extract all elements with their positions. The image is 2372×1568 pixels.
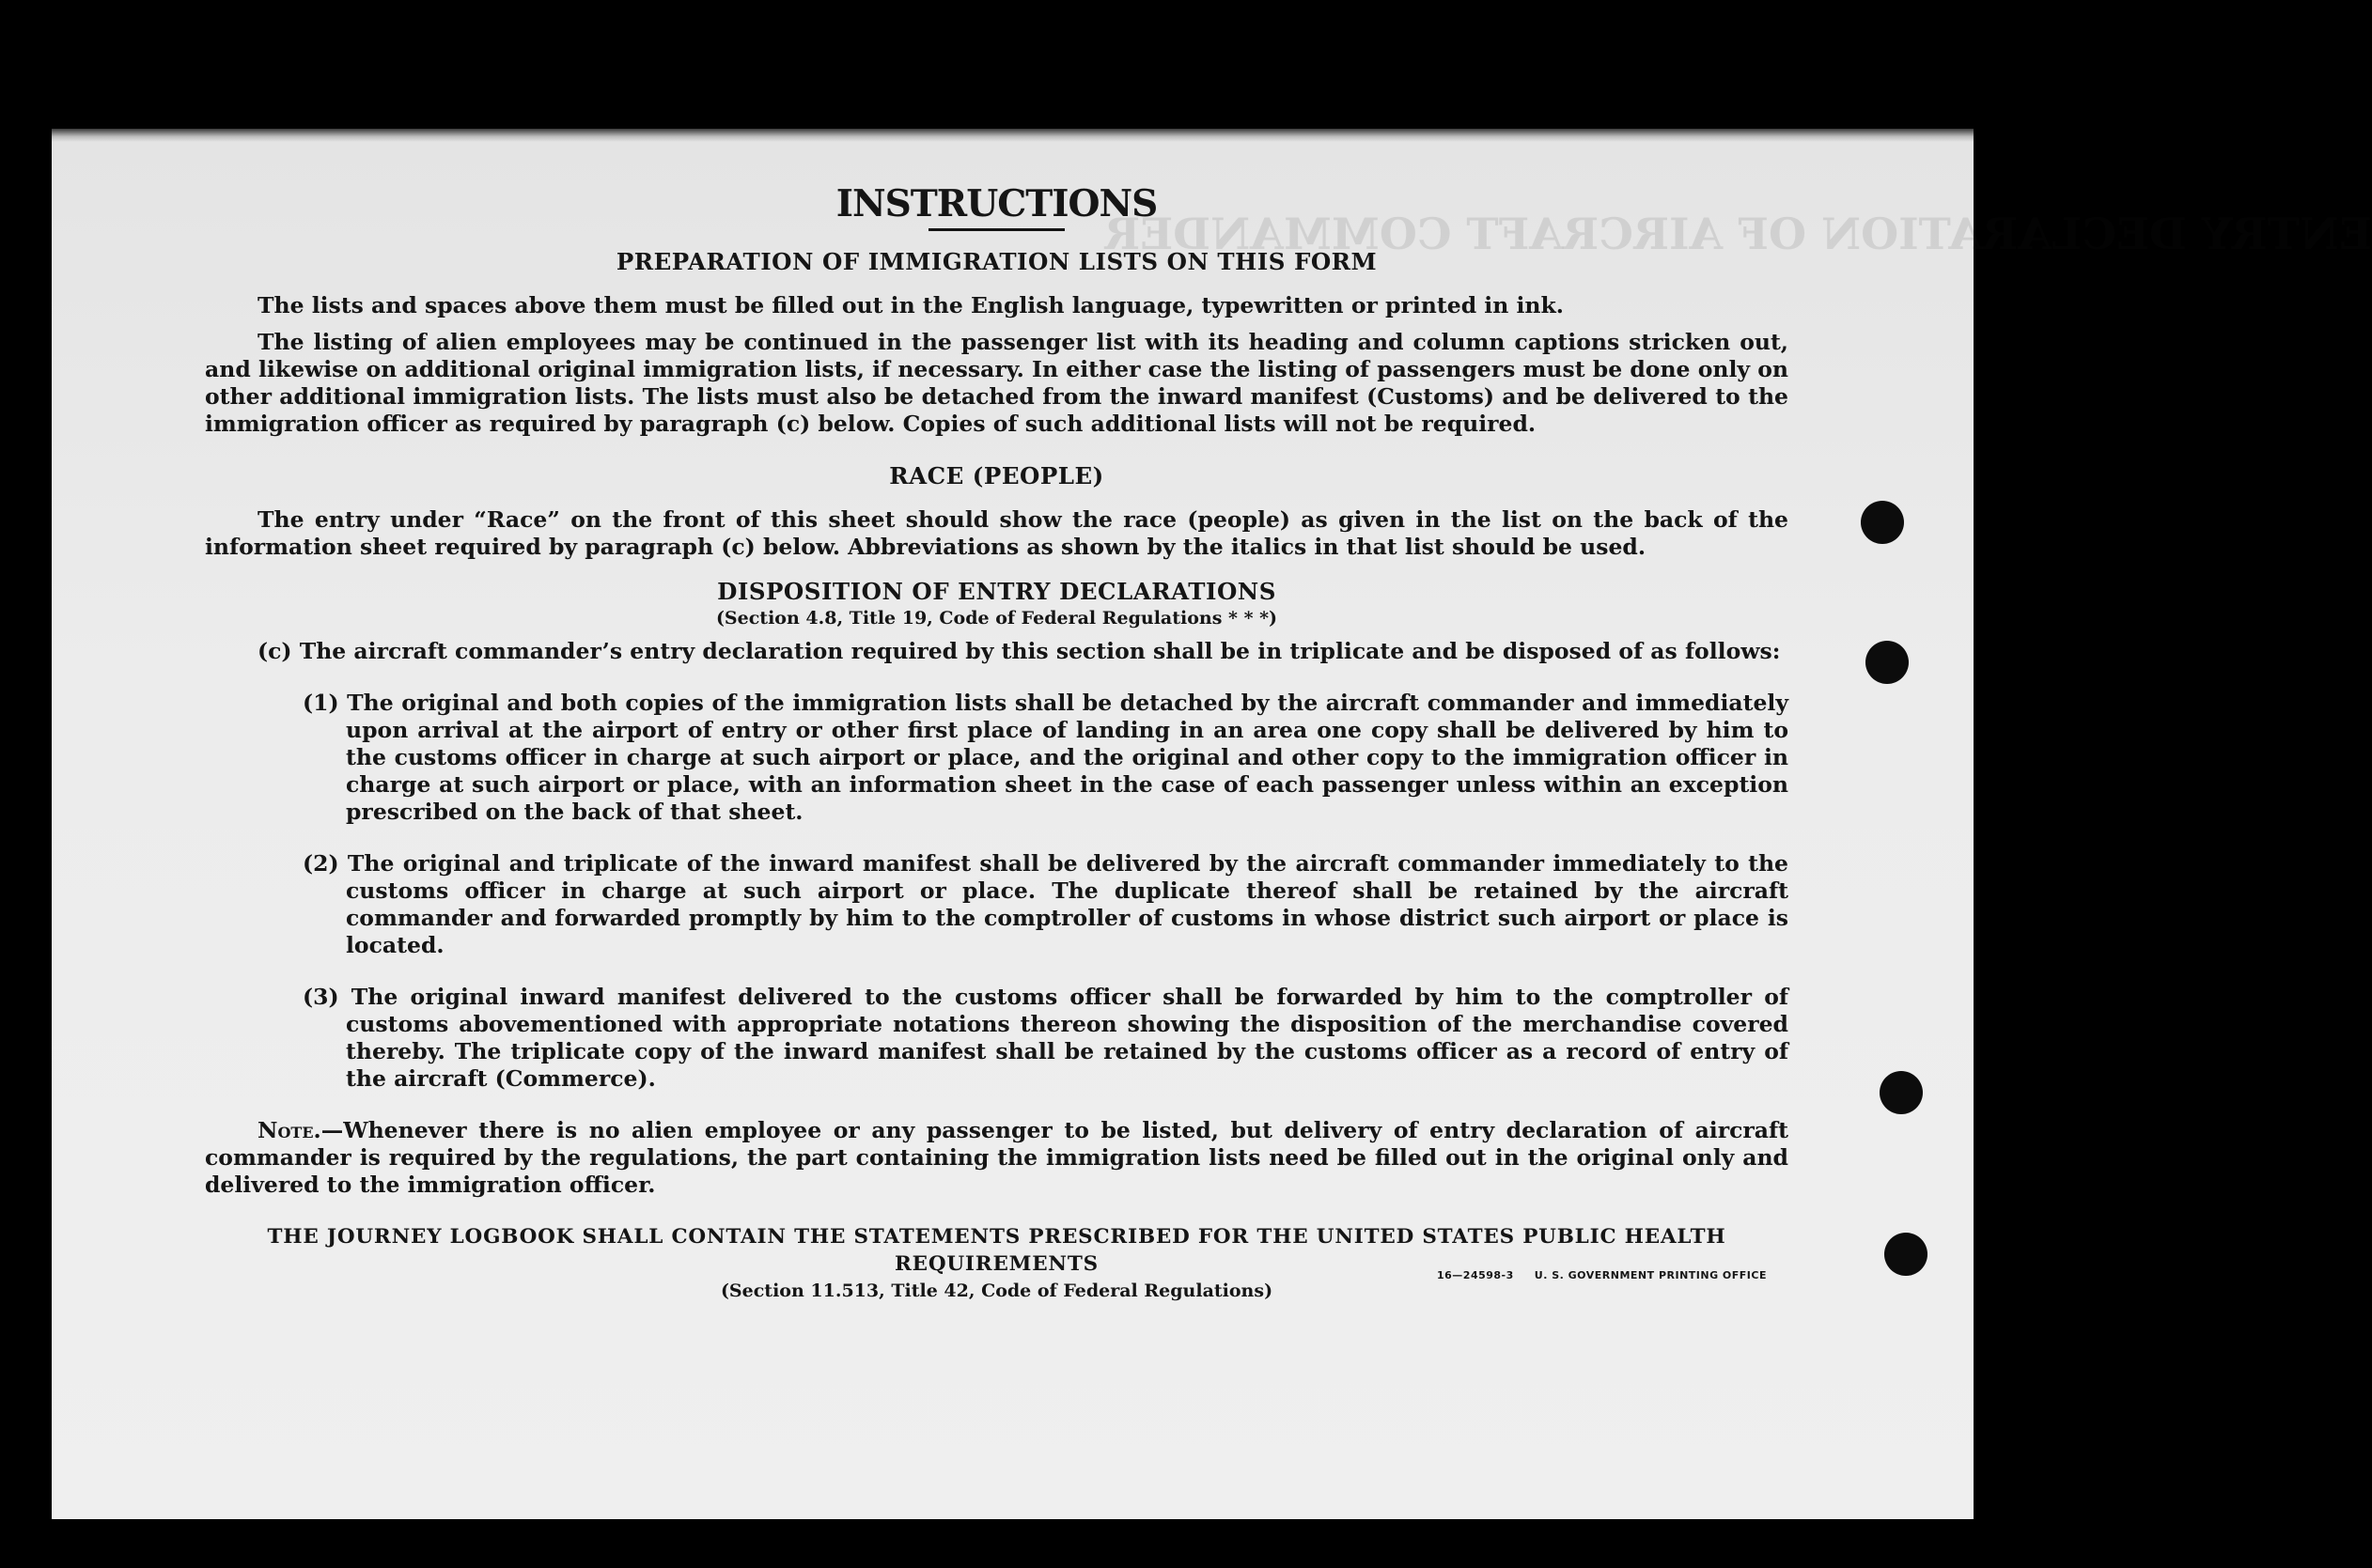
section-heading-race: RACE (PEOPLE)	[889, 462, 1104, 489]
section-heading-preparation: PREPARATION OF IMMIGRATION LISTS ON THIS FORM	[616, 248, 1378, 275]
document-sheet	[52, 129, 2372, 1519]
printer-name: U. S. GOVERNMENT PRINTING OFFICE	[1534, 1269, 1767, 1281]
form-number: 16—24598-3	[1436, 1269, 1514, 1281]
title-underline	[929, 228, 1065, 231]
paragraph-note	[205, 1117, 1788, 1199]
punch-hole	[1884, 1233, 1927, 1276]
punch-hole	[1880, 1071, 1923, 1114]
list-item: (2) The original and triplicate of the inward manifest shall be delivered by the aircraft commander immediately to the customs officer in charge at such airport or place. The duplicate thereof shall be retained by the aircraft commander and forwarded promptly by him to the comptroller of customs in whose district such airport or place is located.	[303, 850, 1788, 958]
torn-edge	[52, 129, 1974, 142]
list-item: (3) The original inward manifest delivered to the customs officer shall be forwarded by him to the comptroller of customs abovementioned with appropriate notations thereon showing the disposition of the merchandise covered thereby. The triplicate copy of the inward manifest shall be retained by the customs officer as a record of entry of the aircraft (Commerce).	[303, 984, 1788, 1092]
bleed-through-text: ENTRY DECLARATION OF AIRCRAFT COMMANDER	[1104, 209, 2372, 259]
section-citation: (Section 4.8, Title 19, Code of Federal Regulations * * *)	[715, 608, 1278, 629]
paragraph-alien-employees: The listing of alien employees may be continued in the passenger list with its heading and column captions stricken out, and likewise on additional original immigration lists, if necessary. In either case the listing of passengers must be done only on other additional immigration lists. The lists must also be detached from the inward manifest (Customs) and be delivered to the immigration officer as required by paragraph (c) below. Copies of such additional lists will not be required.	[205, 329, 1788, 437]
health-requirements-citation: (Section 11.513, Title 42, Code of Federal Regulations)	[720, 1281, 1273, 1301]
paragraph-c-intro: (c) The aircraft commander’s entry declaration required by this section shall be in triplicate and be disposed of as follows:	[257, 638, 1781, 664]
paragraph-english-language: The lists and spaces above them must be filled out in the English language, typewritten or printed in ink.	[257, 292, 1564, 318]
page-title: INSTRUCTIONS	[835, 182, 1158, 225]
instructions-body	[205, 183, 1788, 1305]
note-label: Note.	[257, 1117, 321, 1143]
list-item: (1) The original and both copies of the immigration lists shall be detached by the aircraft commander and immediately upon arrival at the airport of entry or other first place of landing in an area one copy shall be delivered by him to the customs officer in charge at such airport or place, and the original and other copy to the immigration officer in charge at such airport or place, with an information sheet in the case of each passenger unless within an exception prescribed on the back of that sheet.	[303, 690, 1788, 825]
section-heading-disposition: DISPOSITION OF ENTRY DECLARATIONS	[717, 578, 1276, 605]
punch-hole	[1861, 501, 1904, 544]
health-requirements-statement: THE JOURNEY LOGBOOK SHALL CONTAIN THE STATEMENTS PRESCRIBED FOR THE UNITED STATES PUBLIC HEALTH REQUIREMENTS	[267, 1225, 1726, 1276]
note-text: —Whenever there is no alien employee or any passenger to be listed, but delivery of entry declaration of aircraft commander is required by the regulations, the part containing the immigration lists need be filled out in the original only and delivered to the immigration officer.	[205, 1117, 1788, 1198]
punch-hole	[1865, 641, 1909, 684]
paragraph-race-entry: The entry under “Race” on the front of this sheet should show the race (people) as given in the list on the back of the information sheet required by paragraph (c) below. Abbreviations as shown by the italics in that list should be used.	[205, 506, 1788, 560]
printer-imprint	[1437, 1269, 1767, 1281]
